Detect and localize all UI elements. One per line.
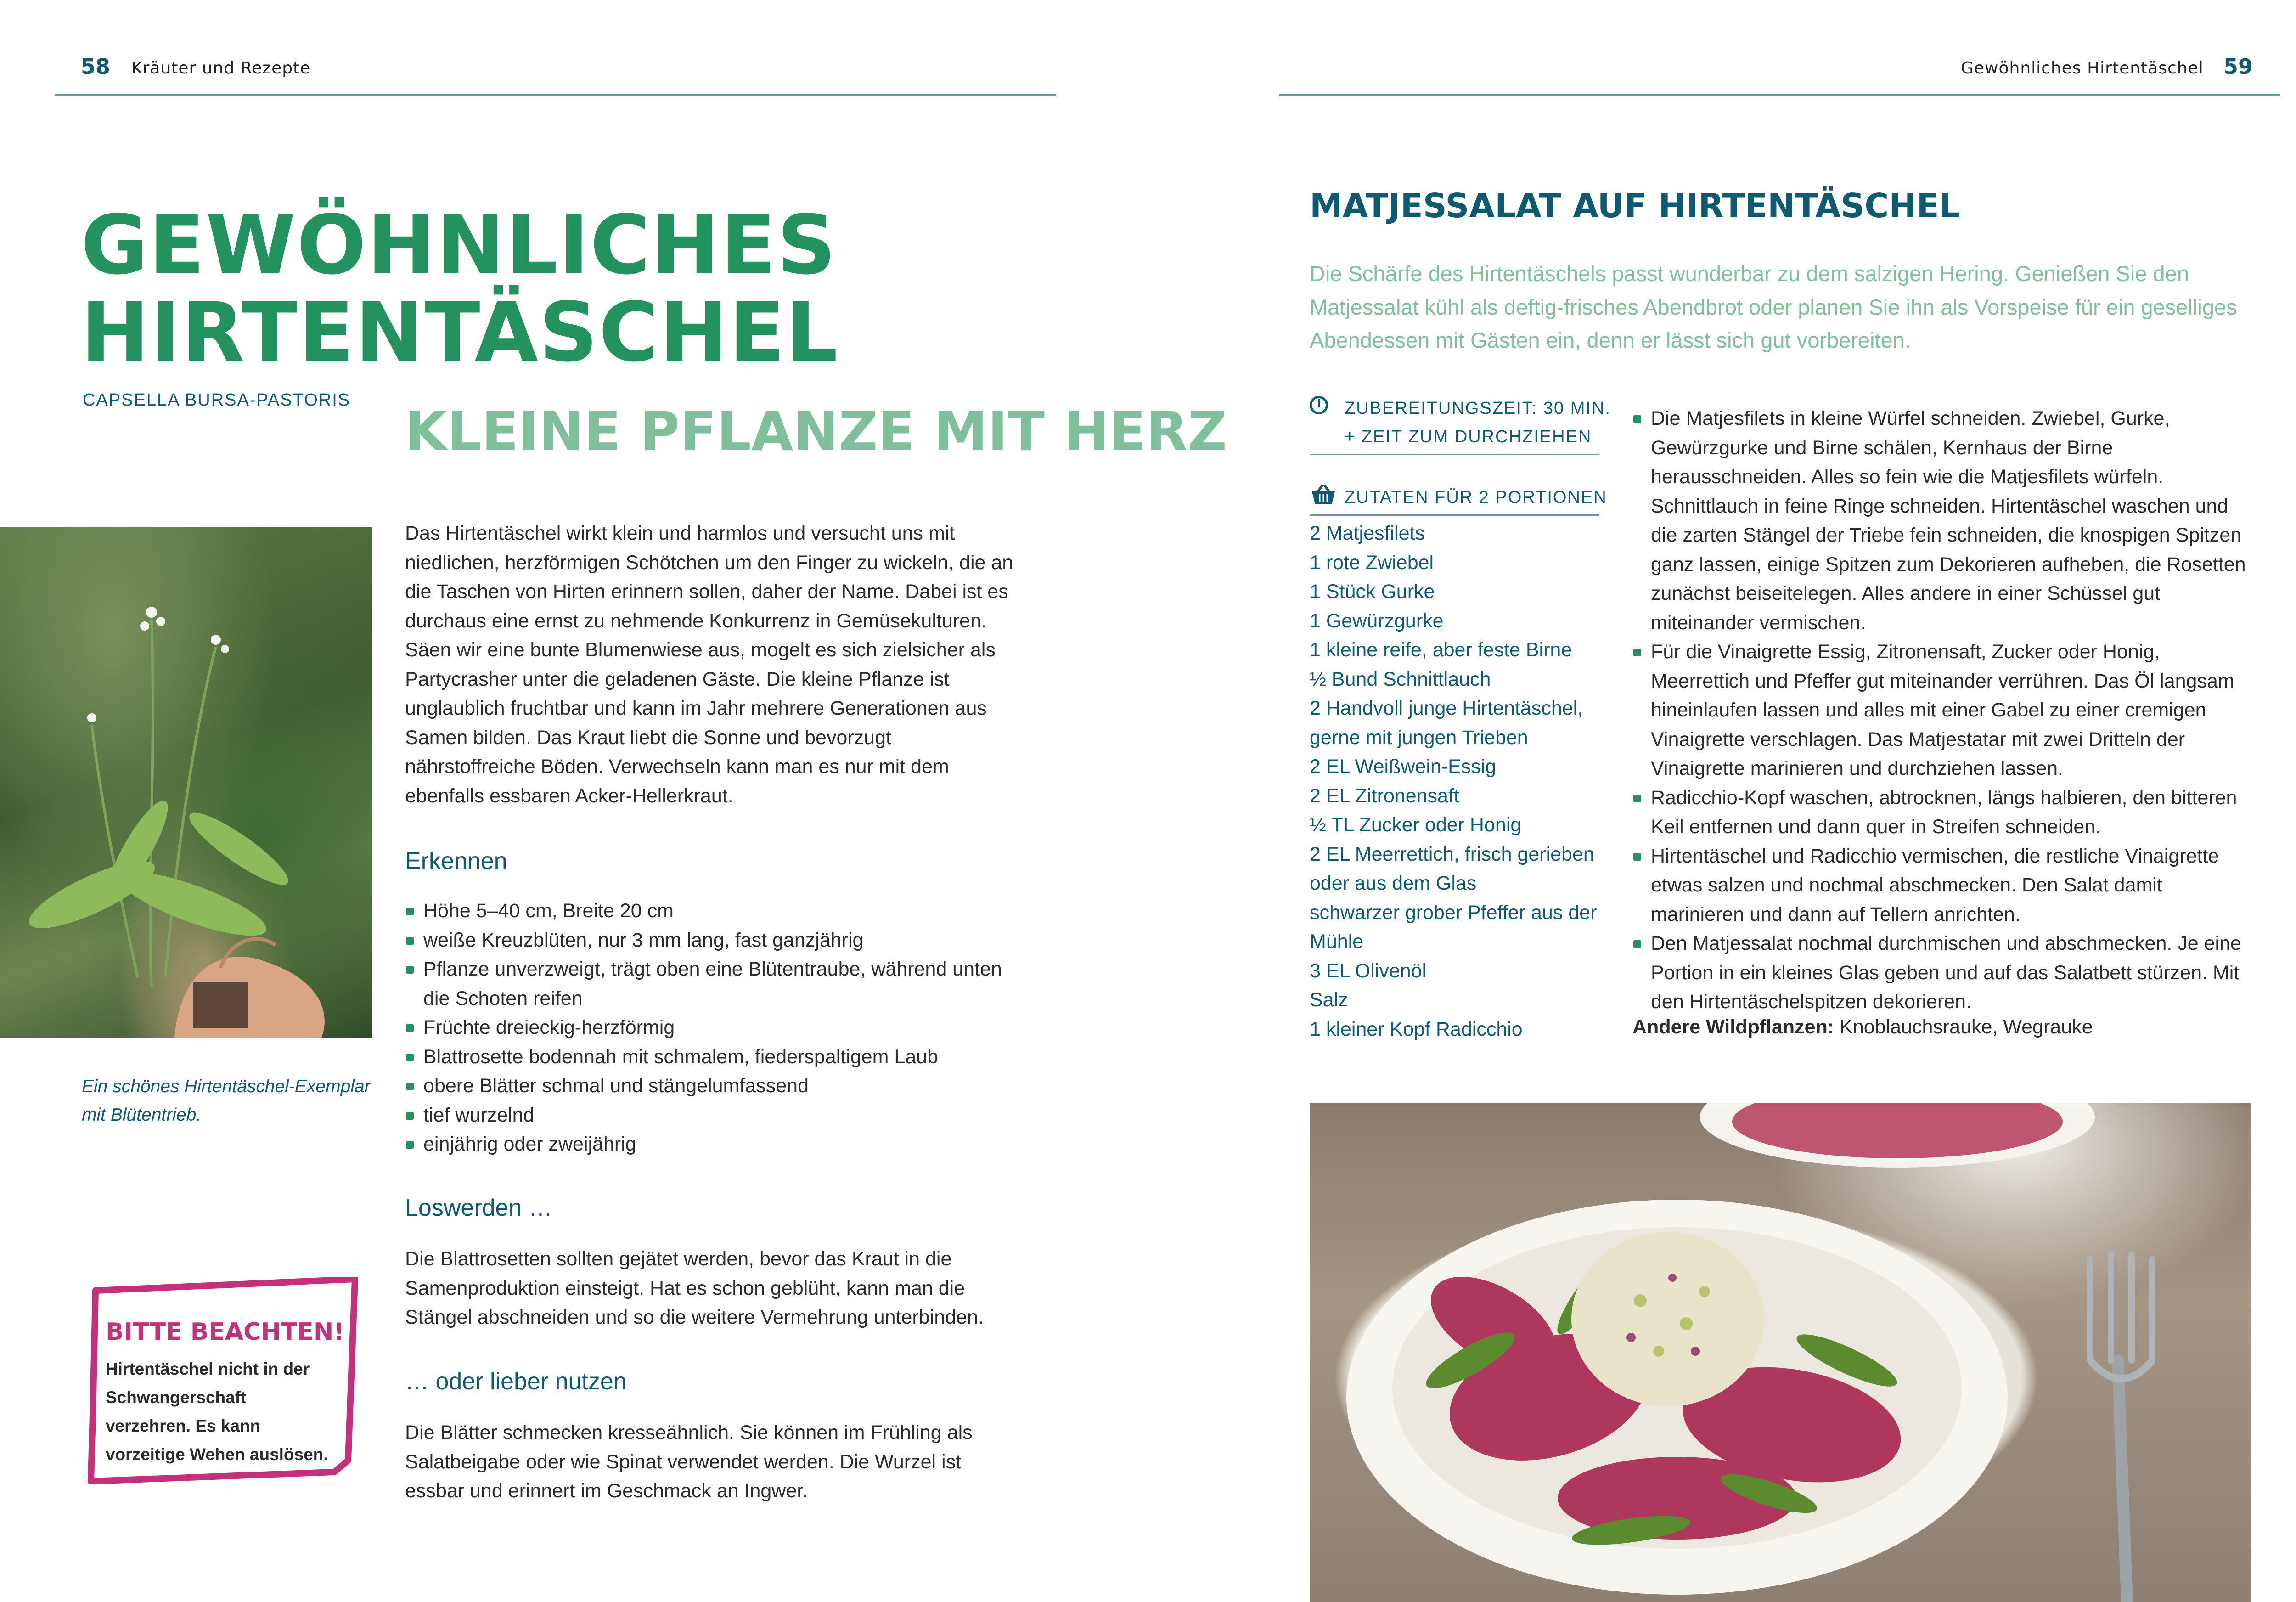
note-title: BITTE BEACHTEN! bbox=[106, 1318, 345, 1346]
other-plants-text: Knoblauchsrauke, Wegrauke bbox=[1840, 1016, 2093, 1038]
right-header-rule bbox=[1279, 94, 2280, 96]
remove-paragraph: Die Blattrosetten sollten gejätet werden, bevor das Kraut in die Samenproduktion einsteigt. Hat es schon geblüht, kann man die Stängel abschneiden und so die weitere Vermehrung unterbinden. bbox=[405, 1248, 984, 1328]
ingredient-item: 1 kleiner Kopf Radicchio bbox=[1310, 1018, 1523, 1040]
list-item: obere Blätter schmal und stängelumfassend bbox=[405, 1072, 1020, 1101]
prep-rule bbox=[1310, 454, 1599, 455]
ingredient-item: 2 Handvoll junge Hirtentäschel, gerne mit jungen Trieben bbox=[1310, 697, 1583, 749]
list-item: Blattrosette bodennah mit schmalem, fiederspaltigem Laub bbox=[405, 1043, 1020, 1072]
note-text: Hirtentäschel nicht in der Schwangerschaft verzehren. Es kann vorzeitige Wehen auslösen. bbox=[106, 1359, 328, 1464]
recipe-step: Die Matjesfilets in kleine Würfel schneiden. Zwiebel, Gurke, Gewürzgurke und Birne schälen, Kernhaus der Birne herausschneiden. Alles so fein wie die Matjesfilets würfeln. Schnittlauch in feine Ringe schneiden. Hirtentäschel waschen und die zarten Stängel der Triebe fein schneiden, die knospigen Spitzen ganz lassen, einige Spitzen zum Dekorieren aufheben, die Rosetten zunächst beiseitelegen. Alles andere in einer Schüssel gut miteinander vermischen. bbox=[1632, 404, 2250, 637]
list-item: einjährig oder zweijährig bbox=[405, 1130, 1020, 1159]
recognize-list bbox=[405, 897, 1020, 1159]
ingredient-item: ½ TL Zucker oder Honig bbox=[1310, 814, 1522, 836]
left-header-rule bbox=[55, 94, 1056, 96]
remove-heading: Loswerden … bbox=[405, 1195, 552, 1221]
other-plants bbox=[1632, 1013, 2250, 1042]
ingredient-list bbox=[1310, 519, 1604, 1044]
ingredient-item: 3 EL Olivenöl bbox=[1310, 959, 1427, 982]
latin-name: CAPSELLA BURSA-PASTORIS bbox=[83, 390, 351, 410]
clock-hand bbox=[1318, 399, 1320, 407]
recipe-title: MATJESSALAT AUF HIRTENTÄSCHEL bbox=[1310, 186, 1960, 225]
ingredient-item: 2 EL Weißwein-Essig bbox=[1310, 756, 1497, 778]
photo-caption: Ein schönes Hirtentäschel-Exemplar mit Blütentrieb. bbox=[82, 1077, 371, 1125]
right-page-number: 59 bbox=[2223, 54, 2253, 79]
recipe-step: Für die Vinaigrette Essig, Zitronensaft, Zucker oder Honig, Meerrettich und Pfeffer gut miteinander verrühren. Das Öl langsam hineinlaufen lassen und alles mit einer Gabel zu einer cremigen Vinaigrette verschlagen. Das Matjestatar mit zwei Dritteln der Vinaigrette marinieren und durchziehen lassen. bbox=[1632, 637, 2250, 784]
left-running-head: Kräuter und Rezepte bbox=[131, 59, 311, 78]
ingredients-rule bbox=[1310, 514, 1599, 516]
salad-illustration bbox=[1310, 1103, 2251, 1602]
article-title-line1: GEWÖHNLICHES bbox=[81, 197, 837, 293]
intro-paragraph: Das Hirtentäschel wirkt klein und harmlos und versucht uns mit niedlichen, herzförmigen Schötchen um den Finger zu wickeln, die an die Taschen von Hirten erinnern sollen, daher der Name. Dabei ist es durchaus eine ernst zu nehmende Konkurrenz in Gemüsekulturen. Säen wir eine bunte Blumenwiese aus, mogelt es sich zielsicher als Partycrasher unter die geladenen Gäste. Die kleine Pflanze ist unglaublich fruchtbar und kann im Jahr mehrere Generationen aus Samen bilden. Das Kraut liebt die Sonne und bevorzugt nährstoffreiche Böden. Verwechseln kann man es nur mit dem ebenfalls essbaren Acker-Hellerkraut. bbox=[405, 522, 1013, 807]
salad-photo bbox=[1310, 1103, 2251, 1602]
other-plants-label: Andere Wildpflanzen: bbox=[1632, 1016, 1835, 1038]
note-box bbox=[86, 1277, 362, 1506]
ingredient-item: 1 kleine reife, aber feste Birne bbox=[1310, 639, 1572, 661]
ingredient-item: ½ Bund Schnittlauch bbox=[1310, 668, 1491, 690]
list-item: weiße Kreuzblüten, nur 3 mm lang, fast ganzjährig bbox=[405, 926, 1020, 955]
ingredient-item: 2 EL Meerrettich, frisch gerieben oder aus dem Glas bbox=[1310, 843, 1594, 894]
prep-time-line2: + ZEIT ZUM DURCHZIEHEN bbox=[1345, 427, 1592, 446]
ingredient-item: Salz bbox=[1310, 989, 1348, 1011]
plant-illustration bbox=[0, 527, 372, 1038]
ingredients-heading: ZUTATEN FÜR 2 PORTIONEN bbox=[1345, 488, 1607, 507]
ingredient-item: 2 EL Zitronensaft bbox=[1310, 784, 1459, 807]
recipe-step: Radicchio-Kopf waschen, abtrocknen, längs halbieren, den bitteren Keil entfernen und dann quer in Streifen schneiden. bbox=[1632, 784, 2250, 842]
ingredient-item: 1 rote Zwiebel bbox=[1310, 551, 1434, 574]
list-item: Höhe 5–40 cm, Breite 20 cm bbox=[405, 897, 1020, 926]
article-subtitle: KLEINE PFLANZE MIT HERZ bbox=[405, 400, 1227, 463]
basket-icon bbox=[1310, 483, 1337, 506]
ingredient-item: schwarzer grober Pfeffer aus der Mühle bbox=[1310, 901, 1597, 953]
ingredient-item: 1 Gewürzgurke bbox=[1310, 609, 1444, 632]
right-running-head: Gewöhnliches Hirtentäschel bbox=[1961, 59, 2204, 78]
prep-time-line1: ZUBEREITUNGSZEIT: 30 MIN. bbox=[1345, 399, 1611, 418]
recipe-step: Hirtentäschel und Radicchio vermischen, die restliche Vinaigrette etwas salzen und nochmal abschmecken. Den Salat damit marinieren und dann auf Tellern anrichten. bbox=[1632, 842, 2250, 930]
left-page-number: 58 bbox=[81, 54, 111, 79]
ingredient-item: 1 Stück Gurke bbox=[1310, 581, 1435, 603]
list-item: Pflanze unverzweigt, trägt oben eine Blütentraube, während unten die Schoten reifen bbox=[405, 955, 1020, 1013]
use-paragraph: Die Blätter schmecken kresseähnlich. Sie können im Frühling als Salatbeigabe oder wie Spinat verwendet werden. Die Wurzel ist essbar und erinnert im Geschmack an Ingwer. bbox=[405, 1421, 973, 1502]
recipe-step: Den Matjessalat nochmal durchmischen und abschmecken. Je eine Portion in ein kleines Glas geben und auf das Salatbett stürzen. Mit den Hirtentäschelspitzen dekorieren. bbox=[1632, 929, 2250, 1017]
ingredient-item: 2 Matjesfilets bbox=[1310, 522, 1425, 544]
recipe-intro: Die Schärfe des Hirtentäschels passt wunderbar zu dem salzigen Hering. Genießen Sie den Matjessalat kühl als deftig-frisches Abendbrot oder planen Sie ihn als Vorspeise für ein geselliges Abendessen mit Gästen ein, denn er lässt sich gut vorbereiten. bbox=[1310, 261, 2237, 352]
article-title-line2: HIRTENTÄSCHEL bbox=[81, 285, 839, 380]
plant-photo bbox=[0, 527, 372, 1038]
use-heading: … oder lieber nutzen bbox=[405, 1368, 627, 1395]
list-item: tief wurzelnd bbox=[405, 1101, 1020, 1130]
recognize-heading: Erkennen bbox=[405, 848, 507, 874]
list-item: Früchte dreieckig-herzförmig bbox=[405, 1013, 1020, 1043]
recipe-steps bbox=[1632, 404, 2250, 1017]
